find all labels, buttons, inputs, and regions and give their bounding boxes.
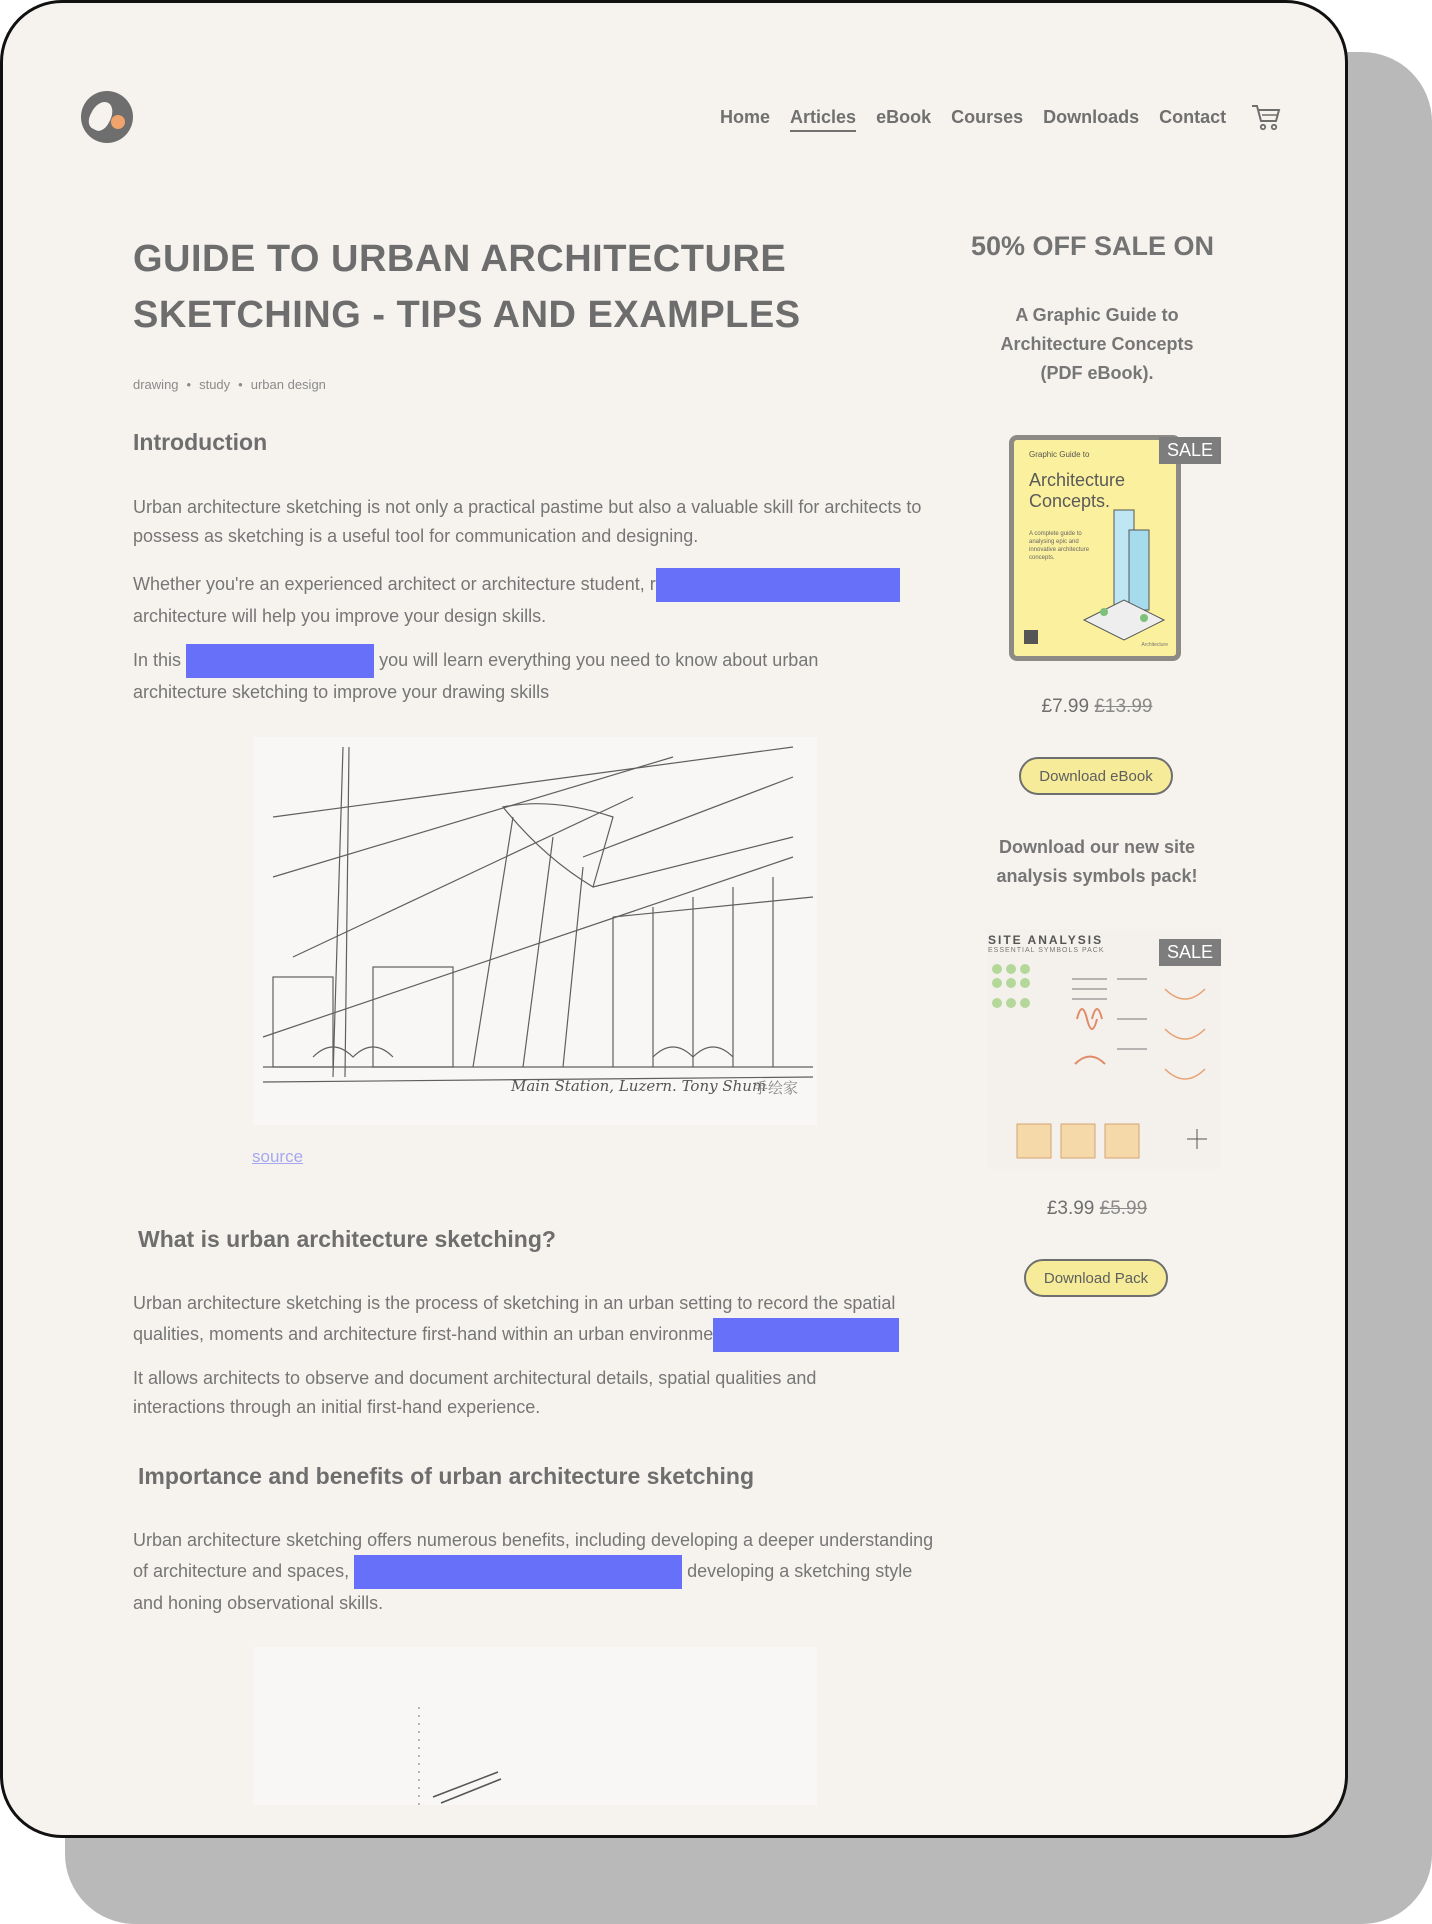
what-heading: What is urban architecture sketching? xyxy=(138,1226,556,1252)
nav-contact[interactable]: Contact xyxy=(1159,107,1227,127)
sketch-stamp: 手绘家 xyxy=(753,1080,799,1097)
redacted-link[interactable] xyxy=(713,1318,899,1352)
nav-courses[interactable]: Courses xyxy=(951,107,1024,127)
intro-paragraph-3: In this you will learn everything you need to know about urban architecture sketching to improve your drawing skills xyxy=(133,644,853,707)
nav-ebook[interactable]: eBook xyxy=(876,107,932,127)
main-nav xyxy=(720,107,1226,132)
intro-paragraph-2: Whether you're an experienced architect or architecture student, r architecture will help you improve your design skills. xyxy=(133,568,933,631)
image-source-link[interactable]: source xyxy=(252,1147,304,1166)
nav-home[interactable]: Home xyxy=(720,107,771,127)
symbols-illustration xyxy=(987,959,1221,1169)
redacted-link[interactable] xyxy=(656,568,900,602)
nav-downloads[interactable]: Downloads xyxy=(1043,107,1140,127)
pack-description: Download our new site analysis symbols pack! xyxy=(996,837,1198,886)
sale-badge: SALE xyxy=(1159,437,1221,464)
what-paragraph-2: It allows architects to observe and document architectural details, spatial qualities and interactions through an initial first-hand experience. xyxy=(133,1368,817,1417)
redacted-link[interactable] xyxy=(354,1555,682,1589)
tag-drawing[interactable]: drawing xyxy=(133,377,179,392)
sale-heading: 50% OFF SALE ON xyxy=(971,231,1215,261)
what-paragraph-1: Urban architecture sketching is the process of sketching in an urban setting to record the spatial qualities, moments and architecture first-hand within an urban environme xyxy=(133,1289,943,1352)
intro-paragraph-1: Urban architecture sketching is not only a practical pastime but also a valuable skill for architects to possess as sketching is a useful tool for communication and designing. xyxy=(133,497,922,546)
download-ebook-button[interactable]: Download eBook xyxy=(1019,757,1173,795)
tag-list: drawing • study • urban design xyxy=(133,377,326,392)
ebook-price: £7.99 £13.99 xyxy=(1041,696,1153,717)
cart-icon[interactable] xyxy=(1251,103,1281,131)
urban-sketch-image xyxy=(253,737,817,1125)
site-logo[interactable] xyxy=(81,91,133,143)
building-illustration xyxy=(1074,500,1174,650)
page-title: GUIDE TO URBAN ARCHITECTURE SKETCHING - TIPS AND EXAMPLES xyxy=(133,238,801,336)
article-image-2 xyxy=(253,1647,817,1805)
tag-study[interactable]: study xyxy=(199,377,231,392)
pack-price: £3.99 £5.99 xyxy=(1046,1198,1148,1219)
ebook-description: A Graphic Guide to Architecture Concepts (PDF eBook). xyxy=(1000,305,1194,383)
nav-articles[interactable]: Articles xyxy=(790,107,856,132)
intro-heading: Introduction xyxy=(133,429,268,455)
tag-urban-design[interactable]: urban design xyxy=(250,377,326,392)
download-pack-button[interactable]: Download Pack xyxy=(1024,1259,1168,1297)
site-analysis-pack-cover[interactable]: SITE ANALYSIS ESSENTIAL SYMBOLS PACK xyxy=(987,929,1221,1169)
qr-code-icon xyxy=(1024,630,1038,644)
sketch-signature: Main Station, Luzern. Tony Shum xyxy=(511,1077,767,1095)
importance-heading: Importance and benefits of urban architecture sketching xyxy=(138,1463,755,1489)
importance-paragraph-1: Urban architecture sketching offers numerous benefits, including developing a deeper understanding of architecture and spaces, developing a sketching style and honing observational skills. xyxy=(133,1530,934,1613)
ebook-cover[interactable]: Graphic Guide to Architecture Concepts. A complete guide to analysing epic and innovative architecture concepts. Architecture xyxy=(1009,435,1181,661)
sale-badge-pack: SALE xyxy=(1159,939,1221,966)
redacted-link[interactable] xyxy=(186,644,374,678)
